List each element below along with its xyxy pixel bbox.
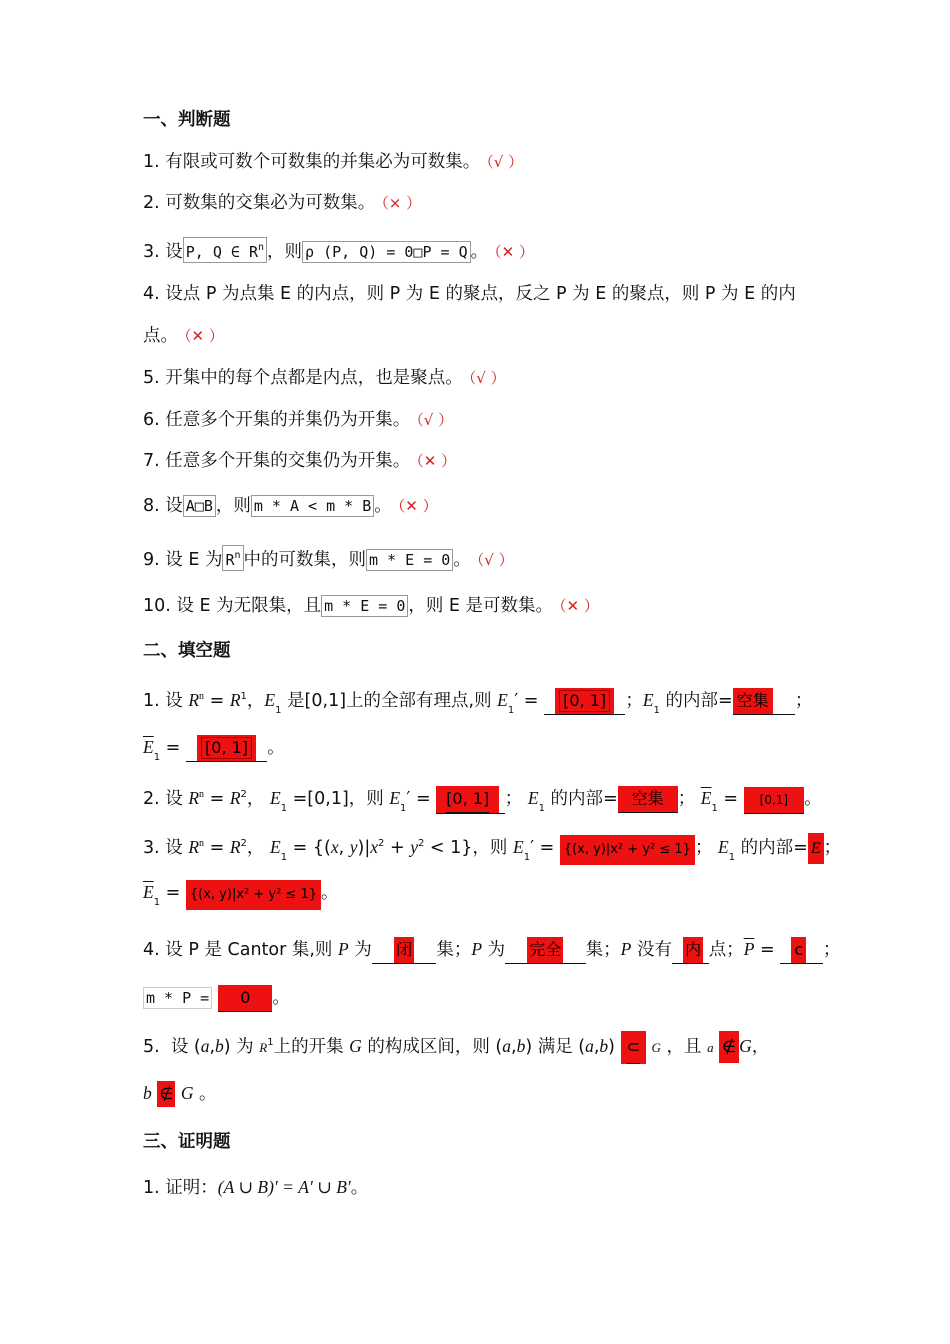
item-text: 7. 任意多个开集的交集仍为开集。 [143,451,411,471]
formula-box: m * A < m * B [251,495,374,517]
proof-item-1: 1. 证明：(A ∪ B)′ = A′ ∪ B′。 [143,1177,369,1198]
judgement-item-1 [143,150,523,174]
item-text: 1. 有限或可数个可数集的并集必为可数集。 [143,152,481,172]
formula-box: m * E = 0 [321,595,408,617]
formula-box: ρ (P, Q) = 0□P = Q [302,241,471,263]
judgement-item-3 [143,237,534,264]
answer-mark: （√ ） [476,551,514,569]
item-text: 4. 设点 P 为点集 E 的内点，则 P 为 E 的聚点，反之 P 为 E 的聚点，则 P 为 E 的内 [143,284,796,304]
item-text: 。 [470,242,489,262]
item-text: 3. 设 [143,242,183,262]
item-text: 6. 任意多个开集的并集仍为开集。 [143,410,411,430]
formula-box: A□B [183,495,216,517]
fill-item-4-cont: m * P = 0 。 [143,985,290,1012]
answer-blank [560,835,695,865]
item-text: 10. 设 E 为无限集，且 [143,596,322,616]
answer-text: [0, 1] [446,786,489,813]
answer-mark: （√ ） [468,369,506,387]
answer-mark: （√ ） [486,153,524,171]
judgement-item-10 [143,594,599,618]
answer-text: [0, 1] [201,737,252,759]
formula-text: R [225,551,235,569]
answer-text: 0 [240,988,251,1007]
fill-item-5: 5. 设 (a,b) 为 $R^1$上的开集 G 的构成区间，则 (a,b) 满足 (a,b) ⊂ G ，且 a ∉ G， [143,1031,769,1064]
judgement-item-4-cont [143,324,224,348]
answer-text: {(x, y)|x² + y² ≤ 1} [189,887,317,902]
answer-blank [808,833,824,864]
answer-blank [621,1031,646,1064]
answer-mark: （✕ ） [397,497,438,515]
answer-blank: ∉ [157,1081,175,1107]
fill-item-4: 4. 设 P 是 Cantor 集,则 P 为 闭 集；P 为 完全 集；P 没有 内 点；$\overline{P} = c$ ； [143,937,840,964]
answer-mark: （√ ） [416,411,454,429]
item-text: 1. 证明： [143,1178,218,1198]
judgement-item-6 [143,408,453,432]
formula-box [183,237,267,263]
answer-text: E [810,840,821,857]
item-text: 。 [374,496,392,516]
formula-box: m * E = 0 [366,549,453,571]
fill-item-1-cont: $\overline{E}_1 = [0$, 1] 。 [143,737,285,763]
judgement-item-8 [143,494,438,518]
item-text: ，则 E 是可数集。 [408,596,554,616]
judgement-item-2 [143,191,421,215]
answer-blank: ∉ [719,1031,739,1063]
answer-blank: 完全 [527,937,563,963]
answer-blank [197,735,256,761]
item-text: 中的可数集，则 [243,550,367,570]
section-title-proof: 三、证明题 [143,1132,231,1152]
item-text: 2. 可数集的交集必为可数集。 [143,193,376,213]
item-text: 5. 开集中的每个点都是内点，也是聚点。 [143,368,463,388]
answer-blank [618,786,678,812]
answer-blank [436,786,499,813]
judgement-item-4 [143,282,796,306]
judgement-item-9 [143,545,514,572]
judgement-item-5 [143,366,506,390]
item-text: ，则 [267,242,303,262]
answer-text: [0, 1] [559,690,610,712]
answer-text: 空集 [631,789,664,808]
answer-blank [555,688,614,714]
answer-blank: 空集 [733,688,773,714]
answer-blank [186,880,321,910]
item-text: 。 [453,550,471,570]
item-text: 4. 设 P 是 Cantor 集,则 [143,940,333,960]
answer-blank [218,985,272,1011]
section-title-judgement: 一、判断题 [143,110,231,130]
formula-text: (A ∪ B)′ = A′ ∪ B′ [217,1177,351,1197]
fill-item-3-cont: $\overline{E}_1 = \{(x$, y)|x² + y² ≤ 1} 。 [143,882,339,908]
formula-text: P, Q ∈ R [185,243,259,261]
item-text: 9. 设 E 为 [143,550,223,570]
answer-mark: （× ） [381,194,422,212]
answer-blank [744,787,804,813]
superscript: n [258,242,265,253]
superscript: n [234,550,241,561]
section-title-fill-in: 二、填空题 [143,641,231,661]
answer-text: [0,1] [759,793,789,807]
answer-blank: 闭 [394,937,414,963]
fill-item-2: 2. 设 $R^n = R^2$， $E_1 =[0,1]$，则 $E_1' = [0$, 1] ； $E_1$ 的内部= 空集 ； $\overline{E}_1 = [0,1]$ 。 [143,788,822,814]
answer-text: ⊂ [627,1031,640,1064]
answer-mark: （✕ ） [416,452,457,470]
answer-mark: （✕ ） [184,327,224,345]
formula-box [222,545,243,571]
item-text: ，则 [215,496,251,516]
fill-item-5-cont: b ∉ G 。 [143,1081,217,1107]
answer-text: {(x, y)|x² + y² ≤ 1} [563,842,691,857]
answer-blank: c [791,937,806,963]
judgement-item-7 [143,449,456,473]
formula-box: m * P = [143,987,212,1009]
answer-blank: 内 [683,937,703,963]
fill-item-3: 3. 设 $R^n = R^2$， $E_1 = \{(x$, $y)|x^2 + y^2 < 1$}，则 $E_1' = \{(x$, y)|x² + y² ≤ 1} ； $E_1$ 的内部= E ； [143,832,841,870]
item-text: 点。 [143,326,178,346]
item-text: 8. 设 [143,496,183,516]
answer-mark: （✕ ） [494,243,534,261]
answer-mark: （✕ ） [559,597,599,615]
fill-item-1: 1. 设 $R^n = R^1$，$E_1$ 是[0,1]上的全部有理点,则 $E_1' = [0$, 1] ；$E_1$ 的内部= 空集 ； [143,690,813,716]
